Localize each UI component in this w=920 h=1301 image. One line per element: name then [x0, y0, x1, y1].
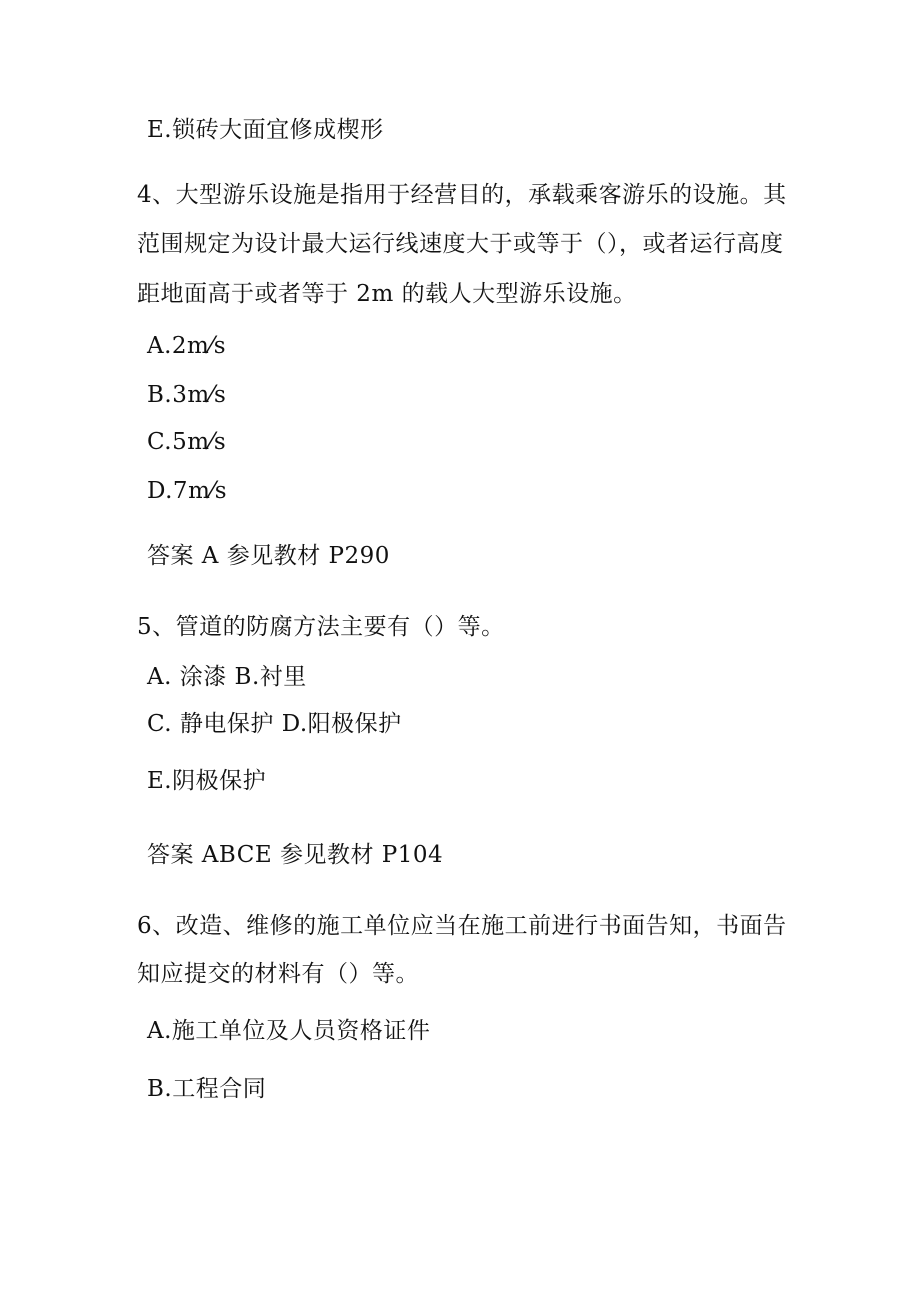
q4-option-a: A.2m⁄s [147, 333, 227, 359]
q5-option-cd: C. 静电保护 D.阳极保护 [147, 711, 402, 737]
q5-option-ab: A. 涂漆 B.衬里 [147, 664, 307, 690]
q4-stem-line-1: 4、大型游乐设施是指用于经营目的，承载乘客游乐的设施。其 [137, 182, 787, 208]
q3-option-e: E.锁砖大面宜修成楔形 [147, 117, 384, 143]
q6-stem-line-2: 知应提交的材料有（）等。 [137, 961, 419, 987]
q4-answer: 答案 A 参见教材 P290 [147, 543, 390, 569]
q4-stem-line-3: 距地面高于或者等于 2m 的载人大型游乐设施。 [137, 281, 637, 307]
q4-option-d: D.7m⁄s [147, 478, 228, 504]
q4-option-b: B.3m⁄s [147, 382, 227, 408]
q4-stem-line-2: 范围规定为设计最大运行线速度大于或等于（），或者运行高度 [137, 231, 784, 257]
q5-answer: 答案 ABCE 参见教材 P104 [147, 842, 444, 868]
q6-option-a: A.施工单位及人员资格证件 [147, 1018, 431, 1044]
q4-option-c: C.5m⁄s [147, 429, 227, 455]
q6-stem-line-1: 6、改造、维修的施工单位应当在施工前进行书面告知，书面告 [137, 913, 787, 939]
q5-stem: 5、管道的防腐方法主要有（）等。 [137, 614, 505, 640]
q6-option-b: B.工程合同 [147, 1076, 267, 1102]
q5-option-e: E.阴极保护 [147, 768, 267, 794]
